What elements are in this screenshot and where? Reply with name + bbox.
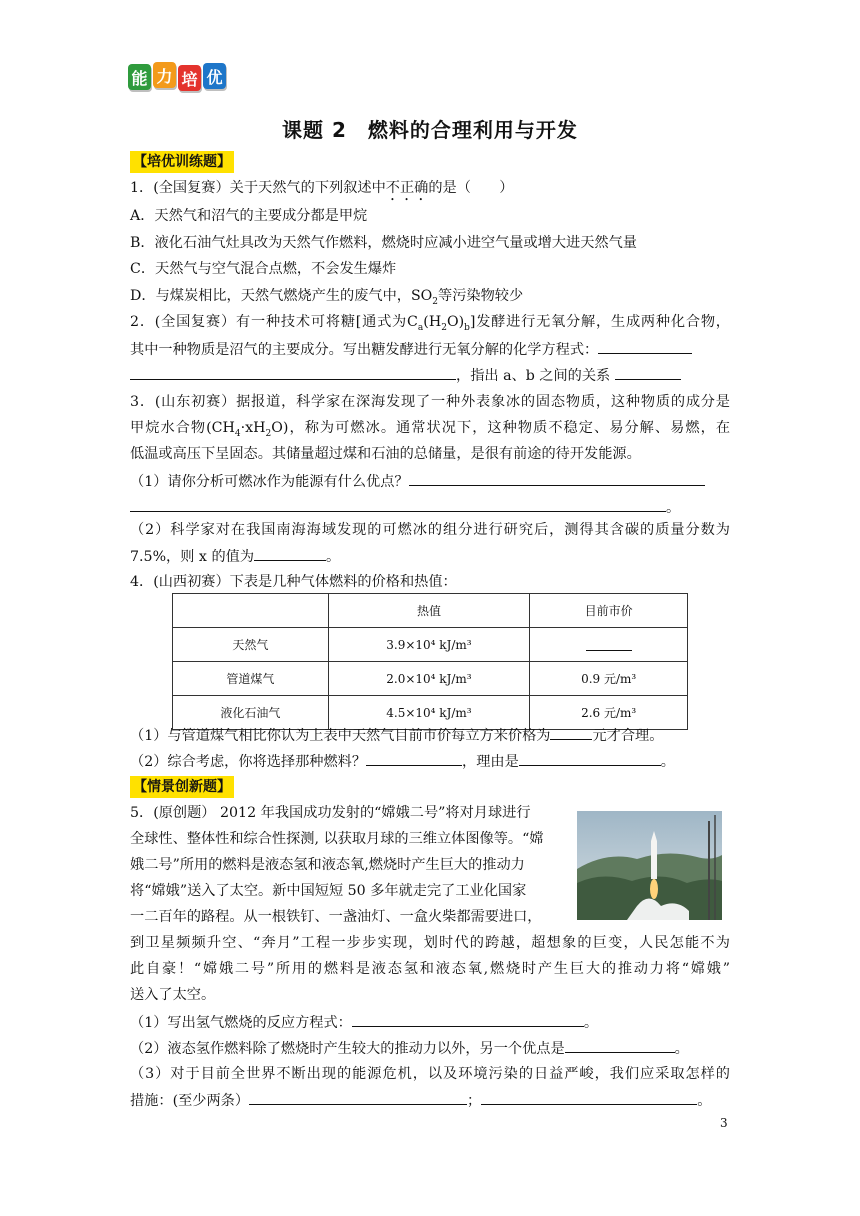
logo-char: 优 <box>203 63 226 89</box>
question-5-sub3-cont: 措施：(至少两条） ； 。 <box>130 1090 730 1111</box>
question-5-sub3: （3）对于目前全世界不断出现的能源危机，以及环境污染的日益严峻，我们应采取怎样的 <box>130 1066 730 1082</box>
table-header-row <box>173 594 688 628</box>
table-cell: 4.5×10⁴ kJ/m³ <box>328 696 530 730</box>
rocket-launch-photo <box>577 811 722 920</box>
answer-blank[interactable] <box>598 339 692 354</box>
option-d: D．与煤炭相比，天然气燃烧产生的废气中，$SO_2$等污染物较少 <box>130 288 524 307</box>
table-cell: 天然气 <box>173 628 329 662</box>
question-3-sub2-cont: 7.5%，则 x 的值为 。 <box>130 546 730 567</box>
answer-blank[interactable] <box>352 1012 584 1027</box>
question-4-sub1: （1）与管道煤气相比你认为上表中天然气目前市价每立方米价格为 元才合理。 <box>130 725 730 746</box>
option-c: C．天然气与空气混合点燃，不会发生爆炸 <box>130 261 397 277</box>
question-2-line1: 2．(全国复赛）有一种技术可将糖[通式为$C_a(H_2O)_b$]发酵进行无氧分解，生成两种化合物， <box>130 314 730 333</box>
answer-blank[interactable] <box>366 751 462 766</box>
table-cell: 3.9×10⁴ kJ/m³ <box>328 628 530 662</box>
table-row <box>173 628 688 662</box>
question-5-sub2: （2）液态氢作燃料除了燃烧时产生较大的推动力以外，另一个优点是 。 <box>130 1038 730 1059</box>
question-3-line3: 低温或高压下呈固态。其储量超过煤和石油的总储量，是很有前途的待开发能源。 <box>130 446 641 462</box>
answer-blank[interactable] <box>615 365 681 380</box>
page-title: 课题 2 燃料的合理利用与开发 <box>282 118 578 142</box>
table-cell: 2.0×10⁴ kJ/m³ <box>328 662 530 696</box>
fuel-price-table <box>172 593 688 730</box>
logo-char: 能 <box>128 64 151 90</box>
question-1-stem: 1．(全国复赛）关于天然气的下列叙述中不正确的是（ ） <box>130 180 514 196</box>
question-5-line: 娥二号”所用的燃料是液态氢和液态氧,燃烧时产生巨大的推动力 <box>130 857 525 873</box>
answer-blank[interactable] <box>565 1038 675 1053</box>
answer-blank[interactable] <box>130 497 666 512</box>
question-2-line3: ，指出 a、b 之间的关系 <box>130 365 730 386</box>
logo-char: 培 <box>178 65 201 91</box>
question-5-line: 此自豪！“嫦娥二号”所用的燃料是液态氢和液态氧,燃烧时产生巨大的推动力将“嫦娥” <box>130 961 730 977</box>
answer-blank[interactable] <box>249 1090 467 1105</box>
logo <box>128 60 230 96</box>
answer-blank[interactable] <box>481 1090 697 1105</box>
question-5-sub1: （1）写出氢气燃烧的反应方程式： 。 <box>130 1012 730 1033</box>
page-number: 3 <box>720 1116 728 1130</box>
table-header: 热值 <box>328 594 530 628</box>
question-3-sub1: （1）请你分析可燃冰作为能源有什么优点？ <box>130 471 730 492</box>
answer-blank[interactable] <box>550 725 592 740</box>
logo-char: 力 <box>153 62 176 88</box>
table-header <box>173 594 329 628</box>
question-5-line: 送入了太空。 <box>130 987 216 1003</box>
section-heading: 【情景创新题】 <box>130 776 234 798</box>
question-3-sub1-cont: 。 <box>130 497 730 518</box>
answer-blank[interactable] <box>254 546 326 561</box>
question-2-line2: 其中一种物质是沼气的主要成分。写出糖发酵进行无氧分解的化学方程式： <box>130 339 730 360</box>
option-a: A．天然气和沼气的主要成分都是甲烷 <box>130 208 368 224</box>
question-3-line1: 3．(山东初赛）据报道，科学家在深海发现了一种外表象冰的固态物质，这种物质的成分是 <box>130 394 730 410</box>
table-cell: 2.6 元/m³ <box>530 696 688 730</box>
answer-blank[interactable] <box>519 751 661 766</box>
answer-blank[interactable] <box>130 365 456 380</box>
question-5-line: 将“嫦娥”送入了太空。新中国短短 50 多年就走完了工业化国家 <box>130 883 527 899</box>
question-5-line: 全球性、整体性和综合性探测, 以获取月球的三维立体图像等。“嫦 <box>130 831 544 847</box>
question-4-stem: 4．(山西初赛）下表是几种气体燃料的价格和热值： <box>130 574 457 590</box>
table-cell: 液化石油气 <box>173 696 329 730</box>
table-cell: 管道煤气 <box>173 662 329 696</box>
question-5-line: 一二百年的路程。从一根铁钉、一盏油灯、一盒火柴都需要进口， <box>130 909 542 925</box>
table-cell <box>530 628 688 662</box>
table-row <box>173 662 688 696</box>
question-5-line: 5．(原创题） 2012 年我国成功发射的“嫦娥二号”将对月球进行 <box>130 805 531 821</box>
table-cell: 0.9 元/m³ <box>530 662 688 696</box>
answer-blank[interactable] <box>409 471 705 486</box>
option-b: B．液化石油气灶具改为天然气作燃料，燃烧时应减小进空气量或增大进天然气量 <box>130 235 637 251</box>
answer-blank[interactable] <box>586 636 632 651</box>
question-3-line2: 甲烷水合物$(CH_4\cdot xH_2O)$，称为可燃冰。通常状况下，这种物质不稳定、易分解、易燃，在 <box>130 420 731 439</box>
question-3-sub2: （2）科学家对在我国南海海域发现的可燃冰的组分进行研究后，测得其含碳的质量分数为 <box>130 522 730 538</box>
question-5-line: 到卫星频频升空、“奔月”工程一步步实现，划时代的跨越，超想象的巨变，人民怎能不为 <box>130 935 730 951</box>
question-4-sub2: （2）综合考虑，你将选择那种燃料？ ，理由是 。 <box>130 751 730 772</box>
table-header: 目前市价 <box>530 594 688 628</box>
section-heading: 【培优训练题】 <box>130 151 234 173</box>
